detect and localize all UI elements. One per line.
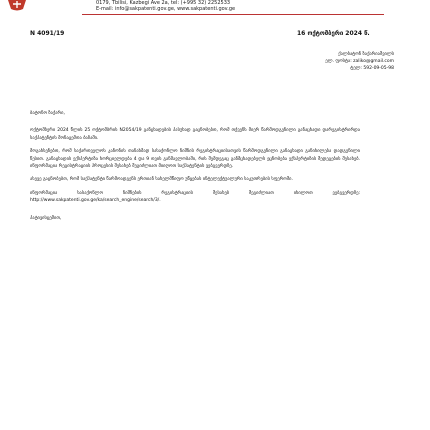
recipient-name: ქალბატონ ზაქარიაშვილს bbox=[338, 52, 394, 57]
address-line: 0179, Tbilisi, Kazbegi Ave 2a, tel: (+995 32) 2252533 bbox=[96, 0, 231, 6]
document-number: N 4091/19 bbox=[30, 30, 65, 37]
email-line: E-mail: info@sakpatenti.gov.ge, www.sakpatenti.gov.ge bbox=[96, 6, 236, 12]
document-date: 16 ოქტომბერი 2024 წ. bbox=[297, 30, 370, 37]
letterhead-address bbox=[96, 0, 346, 12]
paragraph-1: ოქტომბერი 2024 წლის 25 ოქტომბრის N2054/19 განცხადების პასუხად გაცნობებთ, რომ თქვენს მიერ წარმოდგენილი განაცხადი დარეგისტრირდა საქპატენტის მონაცემთა ბაზაში. bbox=[30, 128, 360, 141]
paragraph-2: მოგახსენებთ, რომ საქართველოს კანონის თანახმად სასაქონლო ნიშნის რეგისტრაციისათვის წარმოდგენილი განაცხადი განიხილება დადგენილი წესით. განაცხადის ექსპერტიზა ხორციელდება 4 და 9 თვის განმავლობაში, რის შემდეგაც განმცხადებელს ეცნობება ექსპერტიზის შედეგების შესახებ. ინფორმაცია რეგისტრაციის პროცესის შესახებ შეგიძლიათ მიიღოთ საქპატენტის ვებგვერდზე. bbox=[30, 149, 360, 170]
header-divider bbox=[82, 14, 384, 15]
closing: პატივისცემით, bbox=[30, 215, 62, 221]
letter-body bbox=[30, 110, 360, 228]
paragraph-4: ინფორმაცია სასაქონლო ნიშნების რეგისტრაციის შესახებ შეგიძლიათ იხილოთ ვებგვერდზე: http://www.sakpatenti.gov.ge/ka/search_engine/search/3/. bbox=[30, 190, 360, 204]
greeting: ბატონო ზაქარი, bbox=[30, 111, 65, 116]
recipient-phone: ტელ: 592-09-05-98 bbox=[350, 66, 394, 71]
recipient-block bbox=[325, 51, 394, 72]
emblem-icon bbox=[6, 0, 28, 12]
paragraph-3: ასევე გაცნობებთ, რომ საქპატენტი წარმოადგენს ერთიან სახელმწიფო უწყებას ინტელექტუალური საკუთრების სფეროში. bbox=[30, 177, 293, 183]
recipient-email: ელ. ფოსტა: zaliko@gmail.com bbox=[325, 59, 394, 64]
